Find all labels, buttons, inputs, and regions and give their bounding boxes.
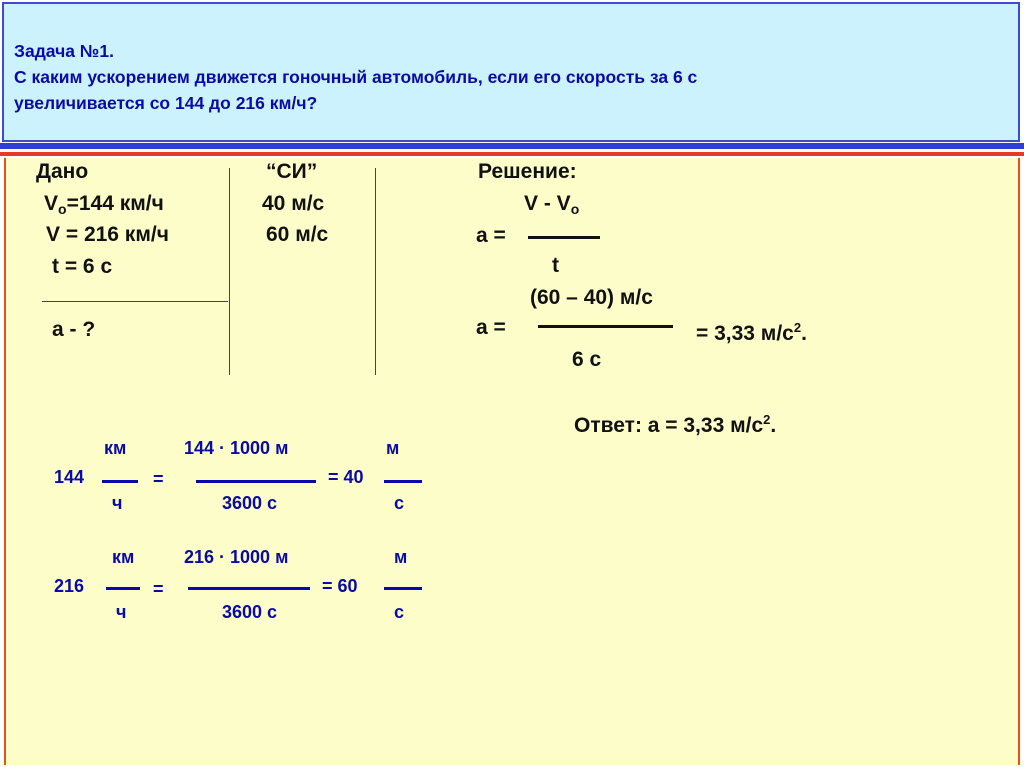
conv1-value: 144 [54, 467, 85, 487]
conv1-unit-bar [102, 480, 138, 483]
formula-denominator: t [552, 254, 559, 277]
si-solution-divider [375, 168, 376, 375]
conv2-equals: = [153, 579, 164, 599]
task-statement [14, 38, 697, 116]
conv2-value: 216 [54, 576, 85, 596]
si-heading: “СИ” [266, 160, 318, 183]
calc-fraction-bar [538, 325, 673, 328]
conv2-fraction-bar [188, 587, 310, 590]
divider-blue [0, 143, 1024, 149]
conv2-result-unit-denominator: с [394, 602, 405, 622]
si-v: 60 м/с [266, 223, 329, 246]
conv1-result-unit-bar [384, 480, 422, 483]
given-unknown: a - ? [52, 318, 96, 341]
conv1-fraction-numerator: 144 · 1000 м [184, 438, 289, 458]
conv2-fraction-denominator: 3600 с [222, 602, 278, 622]
conv1-fraction-denominator: 3600 с [222, 493, 278, 513]
task-header [2, 2, 1020, 142]
given-v: V = 216 км/ч [46, 223, 169, 246]
conv2-fraction-numerator: 216 · 1000 м [184, 547, 289, 567]
calc-numerator: (60 – 40) м/с [530, 286, 653, 309]
conv2-result-unit-numerator: м [394, 547, 408, 567]
conv1-unit-denominator: ч [112, 493, 123, 513]
calc-denominator: 6 с [572, 348, 602, 371]
conv2-unit-bar [106, 587, 140, 590]
conv2-unit-denominator: ч [116, 602, 127, 622]
calc-result: = 3,33 $м/с^2$. [696, 320, 807, 345]
conv1-result: = 40 [328, 467, 364, 487]
task-line-1: С каким ускорением движется гоночный автомобиль, если его скорость за 6 с [14, 67, 698, 87]
conv1-fraction-bar [196, 480, 316, 483]
calc-lhs: a = [476, 316, 506, 339]
solution-panel [4, 158, 1020, 765]
conv1-result-unit-numerator: м [386, 438, 400, 458]
task-title: Задача №1. [14, 41, 114, 61]
conv1-equals: = [153, 469, 164, 489]
task-line-2: увеличивается со 144 до 216 км/ч? [14, 93, 318, 113]
conv2-result: = 60 [322, 576, 358, 596]
given-si-divider [229, 168, 230, 375]
conv2-result-unit-bar [384, 587, 422, 590]
formula-numerator: V - $V_o$ [524, 192, 580, 217]
given-heading: Дано [36, 160, 89, 183]
solution-heading: Решение: [478, 160, 577, 183]
given-v0: $V_o=144$ км/ч [44, 192, 164, 217]
conv1-result-unit-denominator: с [394, 493, 405, 513]
given-separator [42, 301, 228, 302]
conv1-unit-numerator: км [104, 438, 127, 458]
given-t: t = 6 с [52, 255, 113, 278]
divider-red [0, 152, 1024, 156]
formula-lhs: a = [476, 224, 506, 247]
formula-fraction-bar [528, 236, 600, 239]
answer: Ответ: a = 3,33 $м/с^2$. [574, 412, 777, 437]
si-v0: 40 м/с [262, 192, 325, 215]
conv2-unit-numerator: км [112, 547, 135, 567]
